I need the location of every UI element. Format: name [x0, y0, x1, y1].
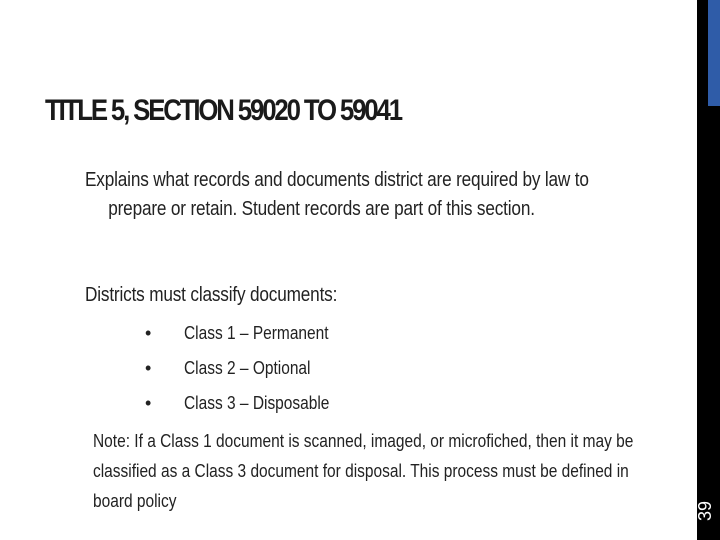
slide-title: TITLE 5, SECTION 59020 TO 59041 [45, 94, 401, 127]
list-item-text: Class 2 – Optional [184, 358, 311, 378]
list-item-text: Class 3 – Disposable [184, 393, 330, 413]
bullet-icon: • [145, 323, 152, 343]
list-item-text: Class 1 – Permanent [184, 323, 329, 343]
bullet-icon: • [145, 393, 152, 413]
classify-paragraph: Districts must classify documents: [85, 284, 338, 306]
side-accent [708, 0, 720, 106]
page-number: 39 [694, 500, 715, 522]
intro-paragraph: Explains what records and documents district are required by law to prepare or retain. Student records are part of this section. [85, 169, 589, 220]
bullet-icon: • [145, 358, 152, 378]
note-paragraph: Note: If a Class 1 document is scanned, imaged, or microfiched, then it may be classified as a Class 3 document for disposal. This process must be defined in board policy [93, 431, 634, 511]
